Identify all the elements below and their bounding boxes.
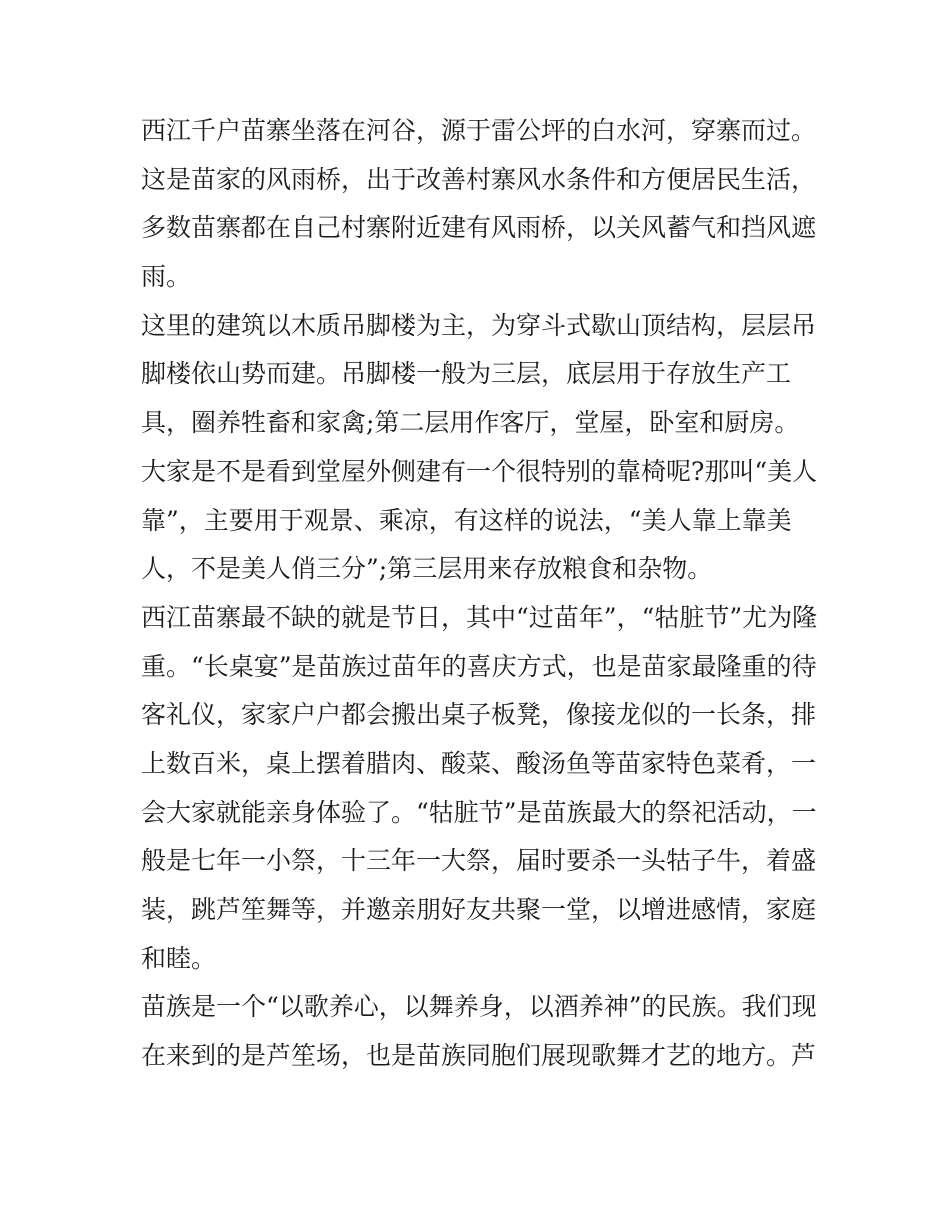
text-line-13: 客礼仪，家家户户都会搬出桌子板凳，像接龙似的一长条，排: [141, 700, 817, 730]
text-line-18: 和睦。: [141, 943, 217, 973]
text-line-16: 般是七年一小祭，十三年一大祭，届时要杀一头牯子牛，着盛: [141, 846, 817, 876]
text-line-8: 大家是不是看到堂屋外侧建有一个很特别的靠椅呢?那叫“美人: [141, 456, 818, 486]
text-line-20: 在来到的是芦笙场，也是苗族同胞们展现歌舞才艺的地方。芦: [141, 1041, 817, 1071]
text-line-15: 会大家就能亲身体验了。“牯脏节”是苗族最大的祭祀活动，一: [141, 797, 817, 827]
text-line-7: 具，圈养牲畜和家禽;第二层用作客厅，堂屋，卧室和厨房。: [141, 408, 800, 438]
text-line-2: 这是苗家的风雨桥，出于改善村寨风水条件和方便居民生活，: [141, 164, 817, 194]
text-line-9: 靠”，主要用于观景、乘凉，有这样的说法，“美人靠上靠美: [141, 505, 792, 535]
text-line-4: 雨。: [141, 262, 192, 292]
text-line-3: 多数苗寨都在自己村寨附近建有风雨桥，以关风蓄气和挡风遮: [141, 213, 817, 243]
text-line-17: 装，跳芦笙舞等，并邀亲朋好友共聚一堂，以增进感情，家庭: [141, 895, 817, 924]
text-line-1: 西江千户苗寨坐落在河谷，源于雷公坪的白水河，穿寨而过。: [141, 116, 817, 145]
text-line-6: 脚楼依山势而建。吊脚楼一般为三层，底层用于存放生产工: [141, 359, 792, 389]
text-line-11: 西江苗寨最不缺的就是节日，其中“过苗年”，“牯脏节”尤为隆: [141, 602, 818, 632]
document-body: [141, 107, 818, 1081]
text-line-5: 这里的建筑以木质吊脚楼为主，为穿斗式歇山顶结构，层层吊: [141, 310, 817, 340]
text-line-12: 重。“长桌宴”是苗族过苗年的喜庆方式，也是苗家最隆重的待: [141, 651, 817, 681]
text-line-14: 上数百米，桌上摆着腊肉、酸菜、酸汤鱼等苗家特色菜肴，一: [141, 748, 817, 778]
text-line-10: 人，不是美人俏三分”;第三层用来存放粮食和杂物。: [141, 554, 713, 584]
text-line-19: 苗族是一个“以歌养心，以舞养身，以酒养神”的民族。我们现: [141, 992, 817, 1022]
